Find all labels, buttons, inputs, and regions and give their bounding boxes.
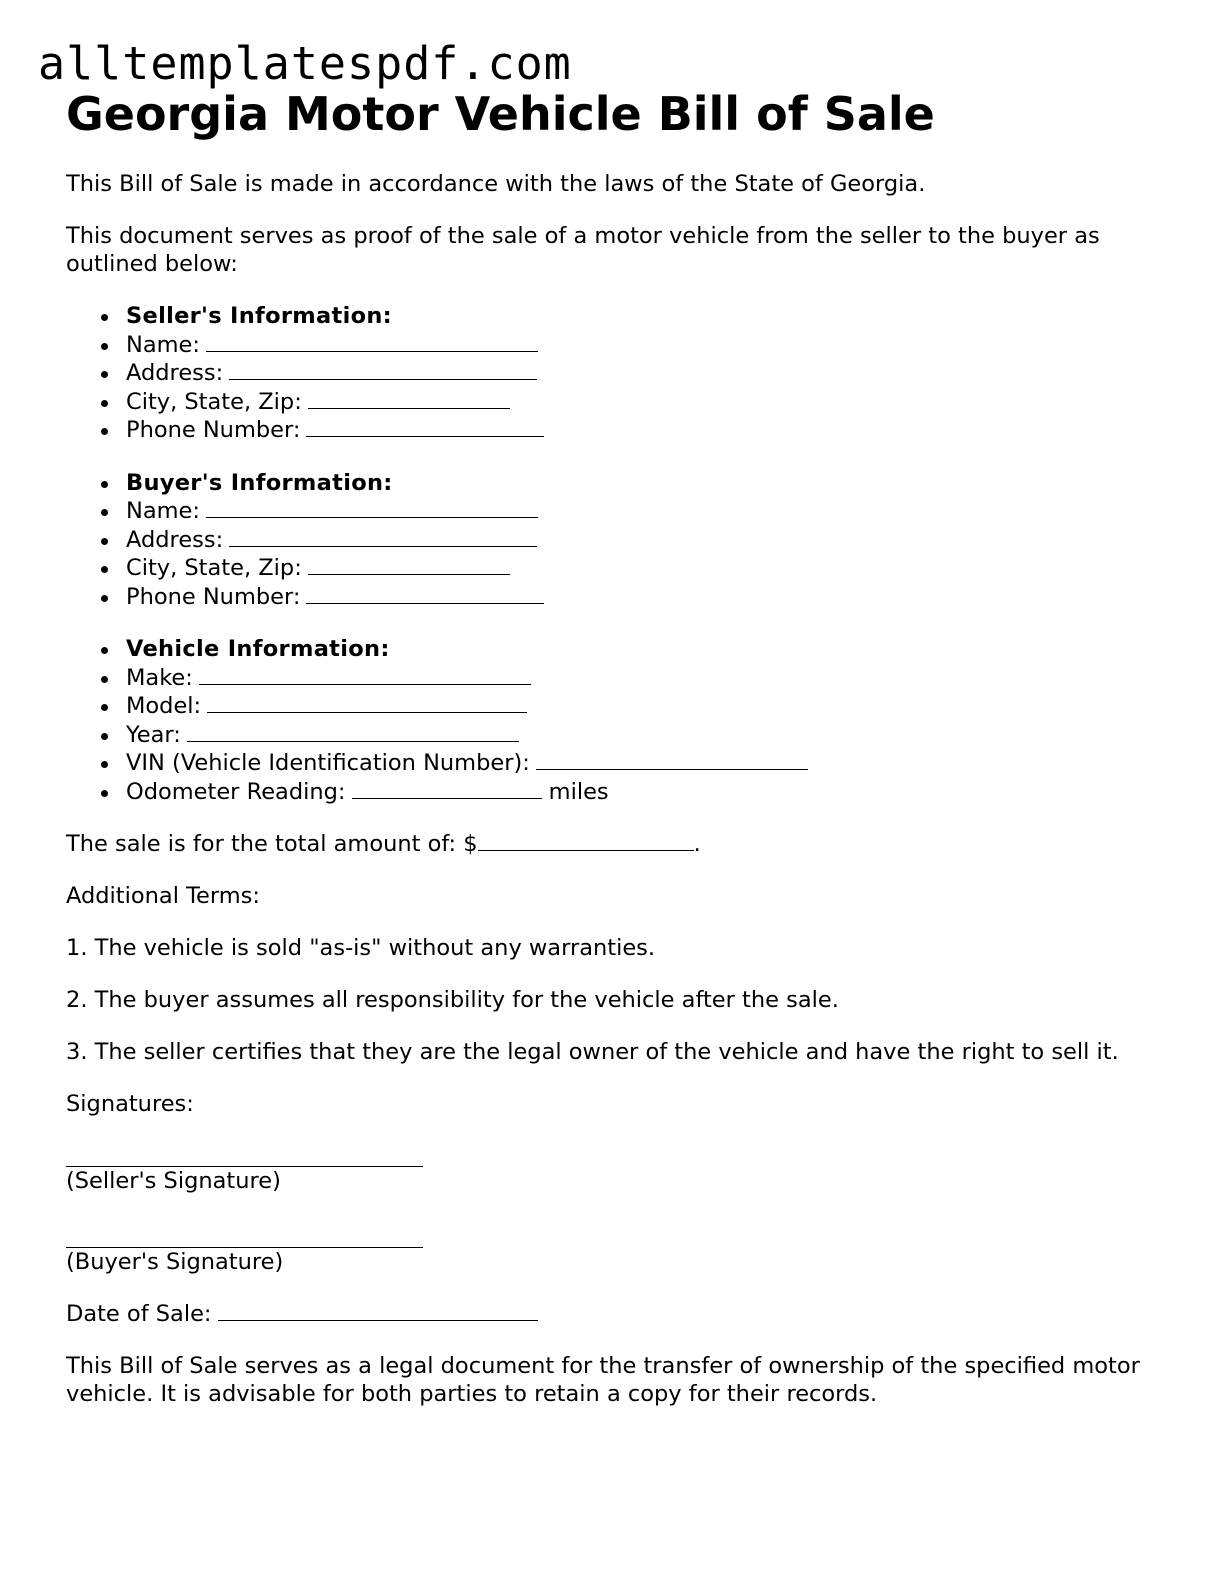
- sale-amount-field[interactable]: [478, 830, 694, 851]
- buyer-info-list: [66, 469, 1156, 612]
- closing-paragraph: This Bill of Sale serves as a legal document for the transfer of ownership of the specified motor vehicle. It is advisable for both parties to retain a copy for their records.: [66, 1353, 1140, 1407]
- seller-address-item: Address:: [126, 359, 1156, 388]
- document-title: Georgia Motor Vehicle Bill of Sale: [66, 87, 935, 141]
- vehicle-odometer-item: Odometer Reading: miles: [126, 778, 1156, 807]
- date-of-sale-line: Date of Sale:: [66, 1300, 1156, 1328]
- seller-address-field[interactable]: [229, 359, 537, 380]
- vehicle-odometer-field[interactable]: [352, 778, 542, 799]
- vehicle-model-field[interactable]: [207, 692, 527, 713]
- vehicle-year-item: Year:: [126, 721, 1156, 750]
- vehicle-info-heading: Vehicle Information:: [126, 635, 1156, 664]
- buyer-name-field[interactable]: [206, 497, 538, 518]
- seller-signature-field[interactable]: [66, 1138, 423, 1167]
- intro-paragraph-1: This Bill of Sale is made in accordance with the laws of the State of Georgia.: [66, 171, 926, 197]
- vehicle-info-list: [66, 635, 1156, 806]
- vehicle-vin-field[interactable]: [536, 749, 808, 770]
- watermark-logo: alltemplatespdf.com: [38, 37, 572, 90]
- term-item-3: 3. The seller certifies that they are the legal owner of the vehicle and have the right to sell it.: [66, 1039, 1119, 1065]
- seller-signature-block: [66, 1138, 1156, 1195]
- vehicle-make-field[interactable]: [199, 664, 531, 685]
- buyer-city-item: City, State, Zip:: [126, 554, 1156, 583]
- buyer-address-field[interactable]: [229, 526, 537, 547]
- seller-city-item: City, State, Zip:: [126, 388, 1156, 417]
- buyer-signature-field[interactable]: [66, 1219, 423, 1248]
- seller-name-item: Name:: [126, 331, 1156, 360]
- document-page: [66, 86, 1156, 1432]
- buyer-city-field[interactable]: [308, 554, 510, 575]
- term-item-2: 2. The buyer assumes all responsibility for the vehicle after the sale.: [66, 987, 839, 1013]
- sale-amount-line: The sale is for the total amount of: $ .: [66, 831, 701, 857]
- buyer-signature-block: [66, 1219, 1156, 1276]
- seller-info-list: [66, 302, 1156, 445]
- buyer-info-heading: Buyer's Information:: [126, 469, 1156, 498]
- buyer-name-item: Name:: [126, 497, 1156, 526]
- seller-phone-field[interactable]: [306, 416, 544, 437]
- vehicle-year-field[interactable]: [187, 721, 519, 742]
- buyer-phone-item: Phone Number:: [126, 583, 1156, 612]
- seller-info-heading: Seller's Information:: [126, 302, 1156, 331]
- seller-name-field[interactable]: [206, 331, 538, 352]
- buyer-phone-field[interactable]: [306, 583, 544, 604]
- odometer-unit: miles: [548, 778, 609, 805]
- buyer-signature-caption: (Buyer's Signature): [66, 1249, 284, 1275]
- intro-paragraph-2: This document serves as proof of the sale of a motor vehicle from the seller to the buyer as outlined below:: [66, 223, 1100, 277]
- seller-phone-item: Phone Number:: [126, 416, 1156, 445]
- term-item-1: 1. The vehicle is sold "as-is" without any warranties.: [66, 935, 656, 961]
- terms-heading: Additional Terms:: [66, 883, 260, 909]
- signatures-heading: Signatures:: [66, 1091, 194, 1117]
- vehicle-make-item: Make:: [126, 664, 1156, 693]
- buyer-address-item: Address:: [126, 526, 1156, 555]
- vehicle-vin-item: VIN (Vehicle Identification Number):: [126, 749, 1156, 778]
- seller-city-field[interactable]: [308, 388, 510, 409]
- vehicle-model-item: Model:: [126, 692, 1156, 721]
- seller-signature-caption: (Seller's Signature): [66, 1168, 281, 1194]
- date-of-sale-field[interactable]: [218, 1300, 538, 1321]
